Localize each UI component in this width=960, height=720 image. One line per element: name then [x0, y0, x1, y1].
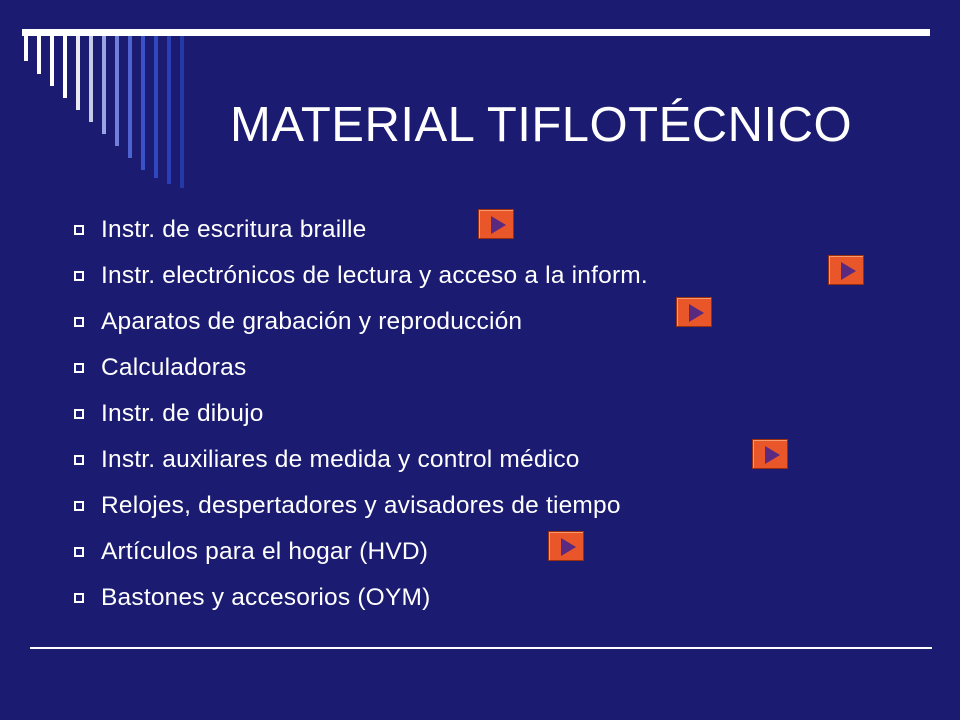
list-item [72, 391, 932, 437]
hollow-square-bullet-icon [74, 225, 84, 235]
stripe [180, 36, 184, 188]
hollow-square-bullet-icon [74, 501, 84, 511]
slide-title: MATERIAL TIFLOTÉCNICO [230, 98, 853, 152]
list-item-label: Calculadoras [101, 354, 247, 381]
stripe [89, 36, 93, 122]
bullet-list [72, 207, 932, 621]
list-item-label: Instr. auxiliares de medida y control médico [101, 446, 580, 473]
list-item [72, 483, 932, 529]
stripe [63, 36, 67, 98]
stripe [76, 36, 80, 110]
list-item-label: Instr. de escritura braille [101, 216, 367, 243]
list-item [72, 299, 932, 345]
top-rule [22, 29, 930, 36]
list-item-label: Artículos para el hogar (HVD) [101, 538, 429, 565]
list-item [72, 529, 932, 575]
stripe [167, 36, 171, 184]
hollow-square-bullet-icon [74, 455, 84, 465]
play-button[interactable] [478, 209, 514, 239]
stripe [141, 36, 145, 170]
list-item [72, 575, 932, 621]
hollow-square-bullet-icon [74, 409, 84, 419]
list-item [72, 253, 932, 299]
play-button[interactable] [752, 439, 788, 469]
play-button[interactable] [828, 255, 864, 285]
play-button[interactable] [548, 531, 584, 561]
bottom-rule [30, 647, 932, 649]
hollow-square-bullet-icon [74, 317, 84, 327]
list-item-label: Instr. de dibujo [101, 400, 264, 427]
list-item-label: Instr. electrónicos de lectura y acceso a la inform. [101, 262, 648, 289]
stripe [154, 36, 158, 178]
stripe [115, 36, 119, 146]
stripe [50, 36, 54, 86]
list-item [72, 345, 932, 391]
hollow-square-bullet-icon [74, 593, 84, 603]
list-item-label: Bastones y accesorios (OYM) [101, 584, 431, 611]
list-item [72, 207, 932, 253]
list-item-label: Aparatos de grabación y reproducción [101, 308, 523, 335]
list-item [72, 437, 932, 483]
play-button[interactable] [676, 297, 712, 327]
stripe [37, 36, 41, 74]
hollow-square-bullet-icon [74, 363, 84, 373]
hollow-square-bullet-icon [74, 271, 84, 281]
stripe [102, 36, 106, 134]
stripe [24, 36, 28, 61]
stripe [128, 36, 132, 158]
list-item-label: Relojes, despertadores y avisadores de tiempo [101, 492, 621, 519]
hollow-square-bullet-icon [74, 547, 84, 557]
